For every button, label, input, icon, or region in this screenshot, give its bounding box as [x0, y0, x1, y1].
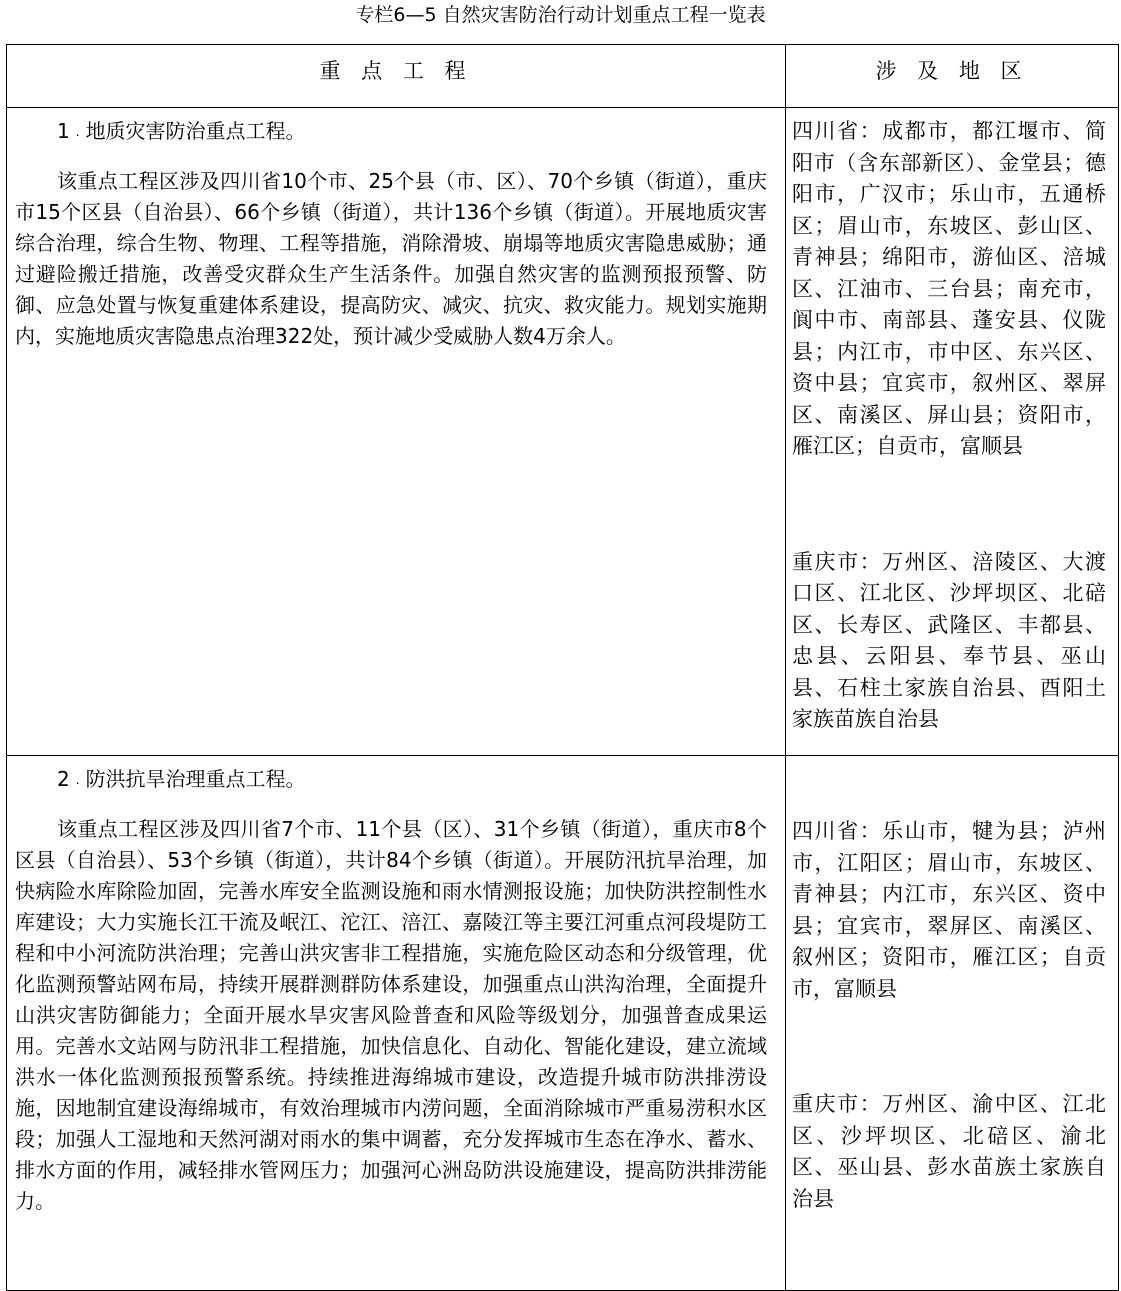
- project-cell: [7, 108, 786, 756]
- region-sichuan: 四川省：成都市，都江堰市、简阳市（含东部新区）、金堂县；德阳市，广汉市；乐山市，五通桥区；眉山市，东坡区、彭山区、青神县；绵阳市，游仙区、涪城区、江油市、三台县；南充市，阆中市、南部县、蓬安县、仪陇县；内江市，市中区、东兴区、资中县；宜宾市，叙州区、翠屏区、南溪区、屏山县；资阳市，雁江区；自贡市，富顺县: [792, 119, 1106, 458]
- table-title: 专栏6—5 自然灾害防治行动计划重点工程一览表: [355, 4, 766, 26]
- project-name: 防洪抗旱治理重点工程。: [85, 767, 306, 791]
- header-key-projects: 重 点 工 程: [7, 45, 786, 108]
- table-header-row: [7, 45, 1119, 108]
- project-number-dot: .: [75, 773, 80, 787]
- key-projects-table: [6, 44, 1119, 1291]
- header-regions: 涉 及 地 区: [786, 45, 1119, 108]
- project-number-dot: .: [75, 125, 80, 139]
- table-row: [7, 108, 1119, 756]
- project-heading: [15, 116, 767, 148]
- project-number: 1: [57, 119, 70, 143]
- project-number: 2: [57, 767, 70, 791]
- project-description: 该重点工程区涉及四川省10个市、25个县（市、区）、70个乡镇（街道），重庆市15个区县（自治县）、66个乡镇（街道），共计136个乡镇（街道）。开展地质灾害综合治理，综合生物、物理、工程等措施，消除滑坡、崩塌等地质灾害隐患威胁；通过避险搬迁措施，改善受灾群众生产生活条件。加强自然灾害的监测预报预警、防御、应急处置与恢复重建体系建设，提高防灾、减灾、抗灾、救灾能力。规划实施期内，实施地质灾害隐患点治理322处，预计减少受威胁人数4万余人。: [15, 169, 767, 348]
- region-chongqing: 重庆市：万州区、涪陵区、大渡口区、江北区、沙坪坝区、北碚区、长寿区、武隆区、丰都县、忠县、云阳县、奉节县、巫山县、石柱土家族自治县、酉阳土家族苗族自治县: [792, 549, 1106, 731]
- project-cell: [7, 756, 786, 1291]
- project-description: 该重点工程区涉及四川省7个市、11个县（区）、31个乡镇（街道），重庆市8个区县（自治县）、53个乡镇（街道），共计84个乡镇（街道）。开展防汛抗旱治理，加快病险水库除险加固，完善水库安全监测设施和雨水情测报设施；加快防洪控制性水库建设；大力实施长江干流及岷江、沱江、涪江、嘉陵江等主要江河重点河段堤防工程和中小河流防洪治理；完善山洪灾害非工程措施，实施危险区动态和分级管理，优化监测预警站网布局，持续开展群测群防体系建设，加强重点山洪沟治理，全面提升山洪灾害防御能力；全面开展水旱灾害风险普查和风险等级划分，加强普查成果运用。完善水文站网与防汛非工程措施，加快信息化、自动化、智能化建设，建立流域洪水一体化监测预报预警系统。持续推进海绵城市建设，改造提升城市防洪排涝设施，因地制宜建设海绵城市，有效治理城市内涝问题，全面消除城市严重易涝积水区段；加强人工湿地和天然河湖对雨水的集中调蓄，充分发挥城市生态在净水、蓄水、排水方面的作用，减轻排水管网压力；加强河心洲岛防洪设施建设，提高防洪排涝能力。: [15, 817, 767, 1213]
- project-name: 地质灾害防治重点工程。: [85, 119, 306, 143]
- region-sichuan: 四川省：乐山市，犍为县；泸州市，江阳区；眉山市，东坡区、青神县；内江市，东兴区、资中县；宜宾市，翠屏区、南溪区、叙州区；资阳市，雁江区；自贡市，富顺县: [792, 819, 1106, 1001]
- project-heading: [15, 764, 767, 796]
- table-row: [7, 756, 1119, 1291]
- regions-cell: [786, 756, 1119, 1291]
- region-chongqing: 重庆市：万州区、渝中区、江北区、沙坪坝区、北碚区、渝北区、巫山县、彭水苗族土家族自治县: [792, 1092, 1106, 1211]
- regions-cell: [786, 108, 1119, 756]
